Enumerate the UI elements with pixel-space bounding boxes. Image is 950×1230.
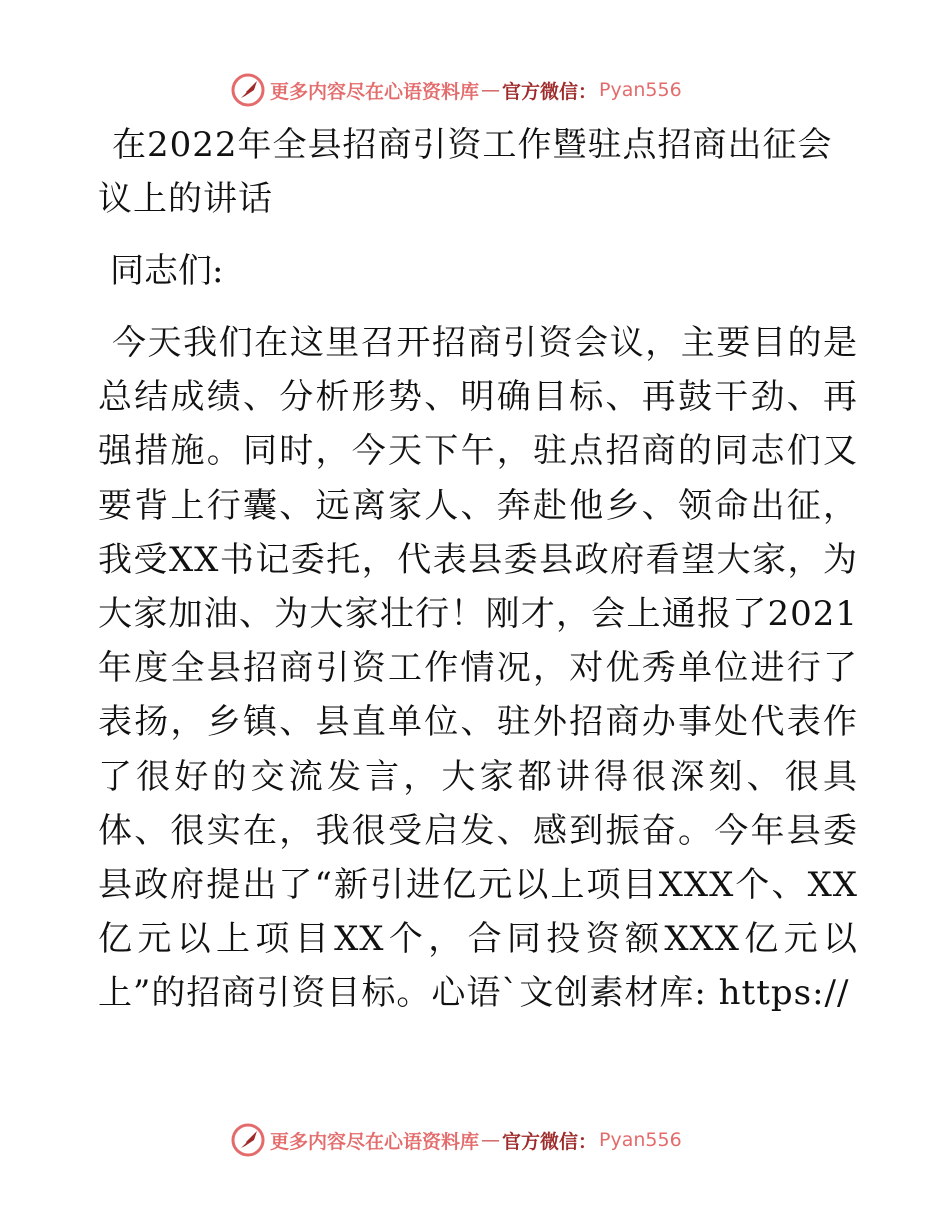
watermark-wechat-id: Pyan556	[599, 1129, 682, 1151]
watermark-wechat-label: 官方微信：	[502, 1130, 598, 1153]
watermark-separator: —	[481, 1129, 501, 1151]
watermark-wechat-id: Pyan556	[599, 79, 682, 101]
watermark-footer	[230, 1120, 750, 1160]
document-title: 在2022年全县招商引资工作暨驻点招商出征会议上的讲话	[98, 125, 833, 219]
body-paragraph: 今天我们在这里召开招商引资会议，主要目的是总结成绩、分析形势、明确目标、再鼓干劲、再强措施。同时，今天下午，驻点招商的同志们又要背上行囊、远离家人、奔赴他乡、领命出征，我受XX书记委托，代表县委县政府看望大家，为大家加油、为大家壮行！刚才，会上通报了2021年度全县招商引资工作情况，对优秀单位进行了表扬，乡镇、县直单位、驻外招商办事处代表作了很好的交流发言，大家都讲得很深刻、很具体、很实在，我很受启发、感到振奋。今年县委县政府提出了“新引进亿元以上项目XXX个、XX亿元以上项目XX个，合同投资额XXX亿元以上”的招商引资目标。心语`文创素材库: https://	[98, 323, 858, 1014]
quill-logo-icon	[230, 72, 266, 108]
watermark-main-text: 更多内容尽在心语资料库	[270, 80, 480, 103]
salutation: 同志们:	[110, 251, 224, 291]
quill-logo-icon	[230, 1122, 266, 1158]
watermark-separator: —	[481, 79, 501, 101]
watermark-wechat-label: 官方微信：	[502, 80, 598, 103]
watermark-main-text: 更多内容尽在心语资料库	[270, 1130, 480, 1153]
watermark-header	[230, 70, 750, 110]
document-content	[98, 118, 858, 1021]
